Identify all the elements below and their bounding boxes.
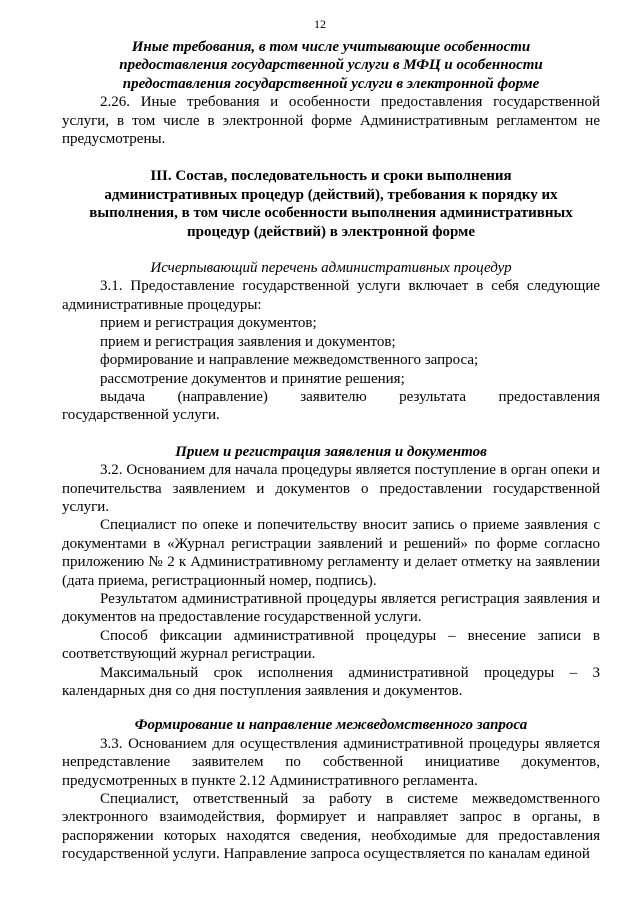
paragraph-3-1: 3.1. Предоставление государственной услуги включает в себя следующие административные процедуры: bbox=[62, 278, 600, 313]
heading-line: административных процедур (действий), требования к порядку их bbox=[104, 186, 558, 203]
paragraph-3-3: 3.3. Основанием для осуществления административной процедуры является непредставление заявителем по собственной инициативе документов, предусмотренных в пункте 2.12 Административного регламента. bbox=[62, 735, 600, 789]
section-heading-procedures-list: Исчерпывающий перечень административных процедур bbox=[150, 260, 512, 277]
heading-line: Иные требования, в том числе учитывающие особенности bbox=[131, 39, 531, 55]
paragraph-3-2: 3.2. Основанием для начала процедуры является поступление в орган опеки и попечительства заявлением и документов о предоставлении государственной услуги. bbox=[62, 462, 600, 515]
heading-line: процедур (действий) в электронной форме bbox=[186, 223, 476, 240]
heading-line: предоставления государственной услуги в электронной форме bbox=[122, 75, 540, 92]
chapter-heading-iii bbox=[62, 167, 600, 241]
list-item: рассмотрение документов и принятие решения; bbox=[100, 370, 405, 387]
section-heading-other-requirements bbox=[62, 38, 600, 93]
paragraph-2-26: 2.26. Иные требования и особенности предоставления государственной услуги, в том числе в электронной форме Административным регламентом не предусмотрены. bbox=[62, 94, 600, 148]
section-heading-interagency-request: Формирование и направление межведомственного запроса bbox=[134, 717, 528, 734]
list-item: формирование и направление межведомственного запроса; bbox=[100, 352, 479, 369]
paragraph: Результатом административной процедуры является регистрация заявления и документов на предоставление государственной услуги. bbox=[62, 590, 600, 626]
list-item: выдача (направление) заявителю результата предоставления bbox=[100, 388, 600, 405]
page-number: 12 bbox=[314, 17, 326, 31]
paragraph: Специалист, ответственный за работу в системе межведомственного электронного взаимодействия, формирует и направляет запрос в органы, в распоряжении которых находятся сведения, необходимые для предоставления государственной услуги. Направление запроса осуществляется по каналам единой bbox=[62, 791, 600, 863]
paragraph: Максимальный срок исполнения административной процедуры – 3 календарных дня со дня поступления заявления и документов. bbox=[62, 664, 600, 699]
paragraph: Способ фиксации административной процедуры – внесение записи в соответствующий журнал регистрации. bbox=[62, 627, 600, 663]
list-item: прием и регистрация документов; bbox=[100, 315, 317, 332]
paragraph: Специалист по опеке и попечительству вносит запись о приеме заявления с документами в «Журнал регистрации заявлений и решений» по форме согласно приложению № 2 к Административному регламенту и делает отметку на заявлении (дата приема, регистрационный номер, подпись). bbox=[62, 517, 600, 589]
heading-line: III. Состав, последовательность и сроки выполнения bbox=[150, 168, 512, 185]
heading-line: выполнения, в том числе особенности выполнения административных bbox=[89, 205, 573, 222]
heading-line: предоставления государственной услуги в МФЦ и особенности bbox=[119, 57, 543, 74]
section-heading-reception: Прием и регистрация заявления и документов bbox=[175, 443, 487, 460]
list-item: прием и регистрация заявления и документов; bbox=[100, 333, 396, 350]
list-item-continuation: государственной услуги. bbox=[62, 407, 220, 424]
page-content bbox=[62, 38, 600, 864]
